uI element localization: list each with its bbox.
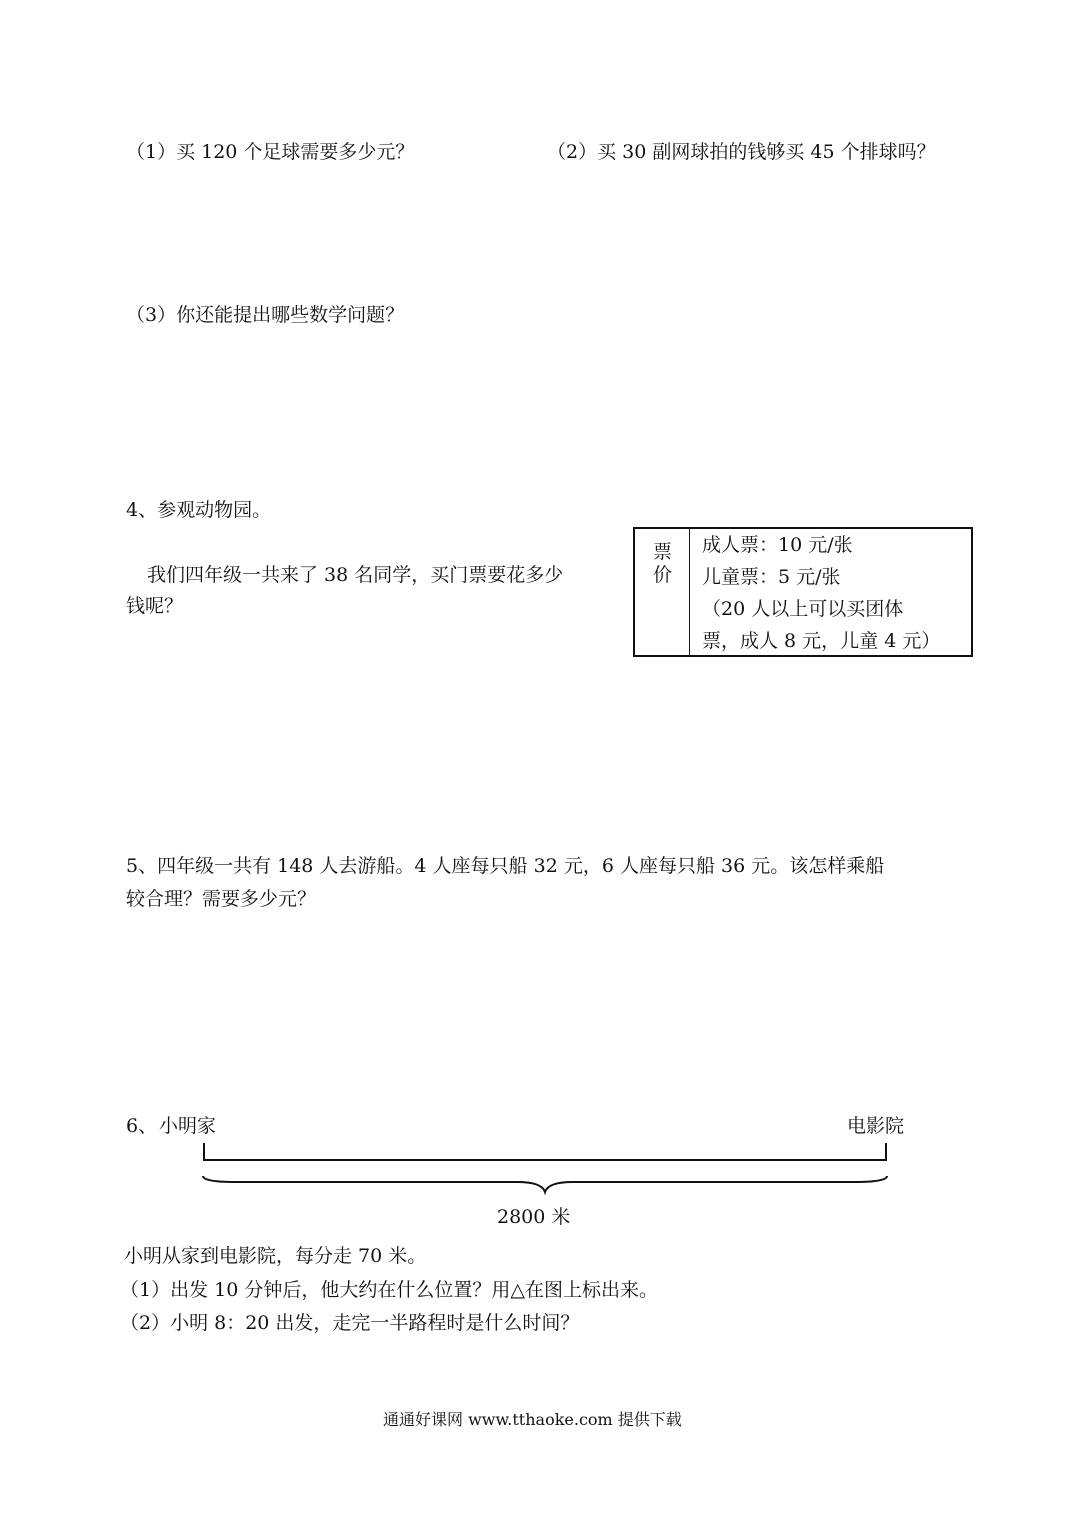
ticket-price-table [633,527,973,657]
price-label-char-2: 价 [653,564,673,586]
distance-brace [203,1176,887,1192]
q4-text-line1: 我们四年级一共来了 38 名同学，买门票要花多少 [147,564,564,586]
q6-prefix: 6、 [126,1115,158,1137]
distance-label: 2800 米 [497,1206,571,1228]
distance-diagram [195,1140,895,1200]
q3-sub1: （1）买 120 个足球需要多少元？ [126,141,415,163]
group-ticket-note-line1: （20 人以上可以买团体 [702,598,904,620]
q3-sub3: （3）你还能提出哪些数学问题？ [126,304,405,326]
q5-line2: 较合理？需要多少元？ [126,888,317,910]
q4-title: 4、参观动物园。 [126,499,272,521]
end-label: 电影院 [847,1115,905,1137]
child-ticket-price: 儿童票：5 元/张 [702,566,841,588]
price-label-cell [635,529,690,655]
adult-ticket-price: 成人票：10 元/张 [702,534,853,556]
q5-line1: 5、四年级一共有 148 人去游船。4 人座每只船 32 元，6 人座每只船 36 元。该怎样乘船 [126,855,885,877]
footer-text: 通通好课网 www.tthaoke.com 提供下载 [383,1410,682,1429]
q4-text-line2: 钱呢？ [126,595,184,617]
price-label-char-1: 票 [653,541,673,563]
group-ticket-note-line2: 票，成人 8 元，儿童 4 元） [702,630,941,652]
q6-sub2: （2）小明 8：20 出发，走完一半路程时是什么时间？ [120,1312,580,1334]
start-label: 小明家 [159,1115,217,1137]
q6-text: 小明从家到电影院，每分走 70 米。 [124,1245,427,1267]
q3-sub2: （2）买 30 副网球拍的钱够买 45 个排球吗？ [547,141,936,163]
q6-sub1: （1）出发 10 分钟后，他大约在什么位置？用△在图上标出来。 [120,1279,658,1301]
